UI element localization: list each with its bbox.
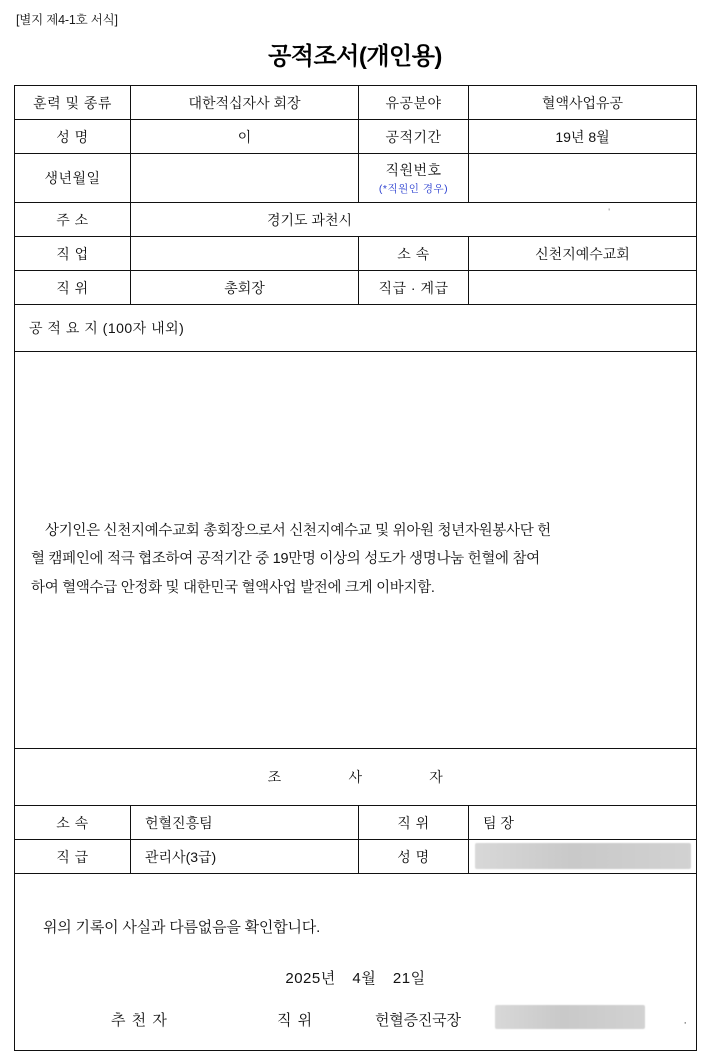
confirmation-cell: [15, 874, 697, 1051]
redaction-block: [475, 843, 691, 869]
address-value: 경기도 과천시: [266, 211, 353, 228]
merit-report-table: [14, 85, 697, 1051]
page-title: 공적조서(개인용): [268, 43, 442, 70]
affiliation-label: 소 속: [359, 237, 469, 271]
merit-text: [31, 517, 686, 602]
investigator-heading-2: 사: [348, 769, 363, 785]
investigator-name-label: 성 명: [359, 840, 469, 874]
address-value-cell: [131, 203, 697, 237]
table-row: [15, 120, 697, 154]
merit-body-cell: [15, 352, 697, 749]
merit-header: 공 적 요 지 (100자 내외): [15, 305, 697, 352]
recommender-position-label: 직 위: [277, 1012, 314, 1029]
position-value: 총회장: [131, 271, 359, 305]
signature-redaction: [495, 1005, 645, 1029]
employee-no-label-text: 직원번호: [385, 162, 442, 178]
rank-label: 직급 · 계급: [359, 271, 469, 305]
birth-label: 생년월일: [15, 154, 131, 203]
investigator-affiliation-value: 헌혈진흥팀: [131, 806, 359, 840]
yugong-value: 혈액사업유공: [469, 86, 697, 120]
rank-value: [469, 271, 697, 305]
investigator-position-label: 직 위: [359, 806, 469, 840]
name-value: 이: [131, 120, 359, 154]
merit-line-2: 혈 캠페인에 적극 협조하여 공적기간 중 19만명 이상의 성도가 생명나눔 헌혈에 참여: [31, 551, 540, 568]
address-label: 주 소: [15, 203, 131, 237]
merit-body-row: [15, 352, 697, 749]
investigator-grade-label: 직 급: [15, 840, 131, 874]
recommender-position-value: 헌혈증진국장: [375, 1012, 461, 1029]
hunryeok-label: 훈력 및 종류: [15, 86, 131, 120]
employee-no-value: [469, 154, 697, 203]
investigator-heading-row: [15, 749, 697, 806]
investigator-heading-3: 자: [429, 769, 444, 785]
table-row: [15, 271, 697, 305]
job-value: [131, 237, 359, 271]
table-row: [15, 840, 697, 874]
hunryeok-value: 대한적십자사 회장: [131, 86, 359, 120]
table-row: [15, 806, 697, 840]
yugong-label: 유공분야: [359, 86, 469, 120]
birth-value: [131, 154, 359, 203]
merit-header-row: [15, 305, 697, 352]
merit-line-1: 상기인은 신천지예수교회 총회장으로서 신천지예수교 및 위아원 청년자원봉사단 헌: [45, 523, 551, 539]
investigator-name-value-cell: [469, 840, 697, 874]
confirmation-row: [15, 874, 697, 1051]
period-label: 공적기간: [359, 120, 469, 154]
confirmation-date: [15, 967, 696, 988]
investigator-grade-value: 관리사(3급): [131, 840, 359, 874]
recommender-label: 추 천 자: [111, 1012, 168, 1029]
merit-line-3: 하여 혈액수급 안정화 및 대한민국 혈액사업 발전에 크게 이바지함.: [31, 579, 435, 596]
confirmation-statement: 위의 기록이 사실과 다름없음을 확인합니다.: [43, 919, 321, 936]
table-row: [15, 86, 697, 120]
affiliation-value: 신천지예수교회: [469, 237, 697, 271]
date-day: 21일: [392, 970, 426, 987]
investigator-position-value: 팀 장: [469, 806, 697, 840]
investigator-heading-1: 조: [267, 769, 282, 785]
employee-no-note: (*직원인 경우): [378, 183, 449, 195]
stray-mark-icon: ': [608, 207, 610, 217]
investigator-heading: [15, 749, 697, 806]
employee-no-label: [359, 154, 469, 203]
form-number: [별지 제4-1호 서식]: [16, 13, 118, 27]
table-row: [15, 154, 697, 203]
date-month: 4월: [352, 970, 377, 987]
name-label: 성 명: [15, 120, 131, 154]
position-label: 직 위: [15, 271, 131, 305]
period-value: 19년 8월: [469, 120, 697, 154]
investigator-affiliation-label: 소 속: [15, 806, 131, 840]
job-label: 직 업: [15, 237, 131, 271]
signature-mark-icon: ·: [683, 1017, 688, 1029]
date-year: 2025년: [285, 970, 336, 987]
table-row: [15, 203, 697, 237]
table-row: [15, 237, 697, 271]
